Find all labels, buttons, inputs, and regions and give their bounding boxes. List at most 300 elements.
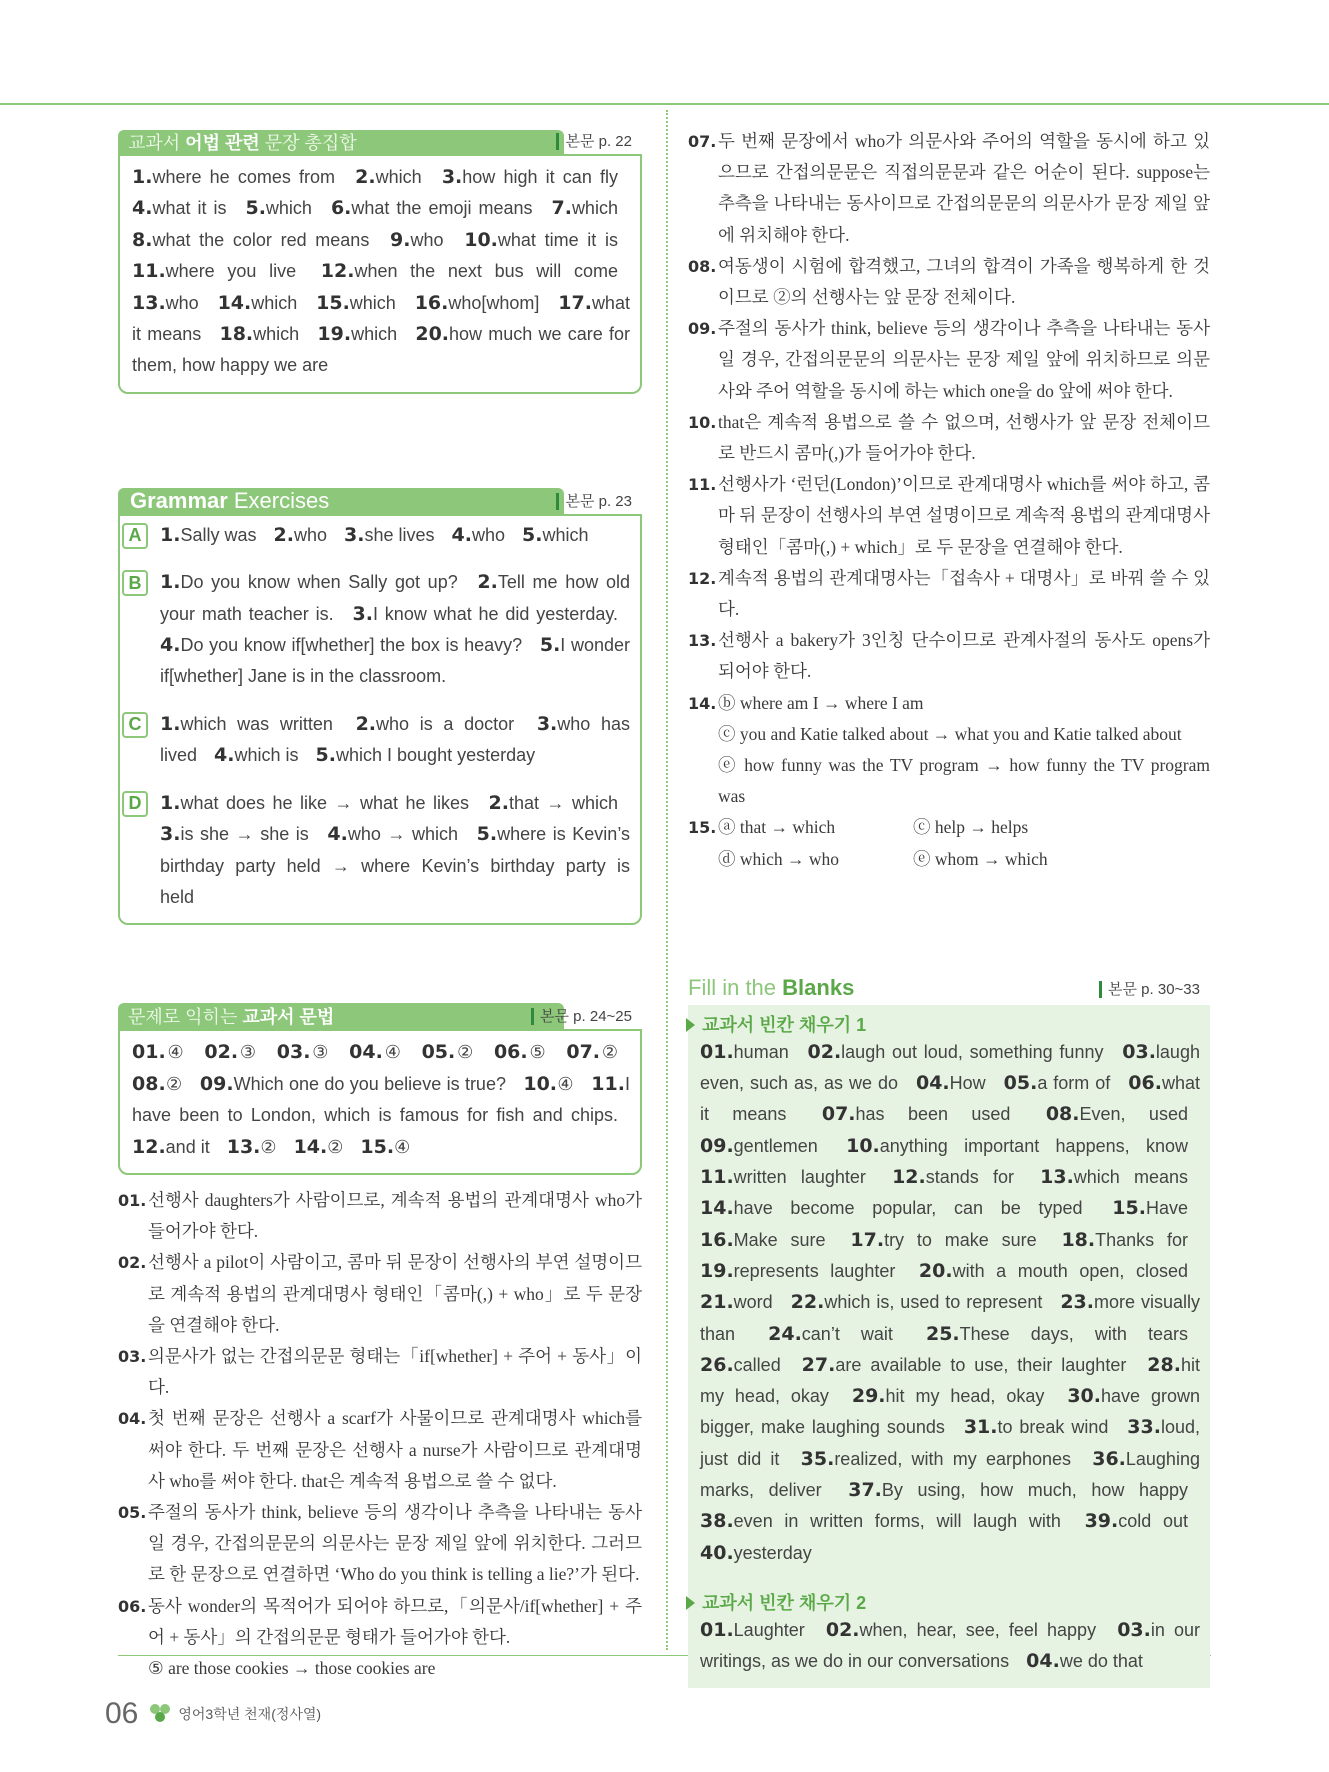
answer-number: 2. (355, 166, 376, 188)
explanation-text: ⓔ how funny was the TV program → how funny the TV program was (718, 755, 1210, 807)
answer-text: stands for (925, 1167, 1014, 1188)
answer-item (316, 745, 536, 765)
explanation-text: ⓔ whom → which (913, 848, 1048, 869)
answer-item (822, 1104, 1011, 1124)
answer-number: 02. (807, 1040, 842, 1063)
answer-number: 4. (160, 634, 181, 657)
answer-text: who (471, 524, 505, 545)
answer-number: 12. (132, 1135, 166, 1158)
explanation-number: 11. (688, 475, 717, 495)
answer-item (1026, 1651, 1143, 1671)
explanation-text: 계속적 용법의 관계대명사는「접속사 + 대명사」로 바꿔 쓸 수 있다. (718, 567, 1210, 620)
answer-text: that → which (508, 792, 618, 813)
answer-item (494, 1042, 548, 1062)
answer-item (390, 230, 443, 250)
answer-item (768, 1324, 893, 1344)
answer-text: who[whom] (448, 292, 540, 313)
answer-item (349, 1042, 403, 1062)
answer-item (826, 1620, 1096, 1640)
exercise-section-a (128, 520, 630, 551)
explanation-number: 06. (118, 1596, 147, 1616)
answer-text: Have (1145, 1198, 1188, 1219)
answer-item (331, 198, 533, 218)
answer-text: ④ (382, 1042, 403, 1063)
answer-number: 11. (700, 1166, 734, 1189)
answer-text: called (733, 1354, 781, 1375)
answer-item (566, 1042, 618, 1062)
explanation-subtext: ⑤ are those cookies → those cookies are (148, 1657, 436, 1678)
answer-number: 02. (204, 1041, 239, 1064)
answer-item (522, 525, 588, 545)
explanation-item (688, 563, 1210, 625)
answer-item (218, 293, 298, 313)
textbook-grammar-answers (118, 1029, 642, 1175)
answer-item (160, 824, 309, 844)
answer-number: 3. (536, 712, 558, 735)
answer-text: human (733, 1041, 789, 1062)
page-number: 06 (105, 1697, 139, 1730)
answer-text: we do that (1059, 1651, 1143, 1672)
answer-item (355, 167, 421, 187)
answer-item (132, 1074, 183, 1094)
answer-number: 4. (132, 197, 153, 220)
explanation-text: ⓐ that → which (718, 817, 836, 838)
answer-number: 8. (132, 228, 153, 251)
answer-text: Do you know when Sally got up? (180, 572, 458, 593)
answer-item (964, 1417, 1109, 1437)
answer-item (700, 1620, 805, 1640)
answer-number: 5. (476, 823, 498, 846)
grammar-summary-answers (118, 154, 642, 394)
answer-number: 16. (700, 1228, 734, 1251)
answer-text: represents laughter (733, 1260, 896, 1281)
fill-blanks-part2-answers (700, 1615, 1200, 1678)
answer-text: I have been to London, which is famous for fish and chips. (132, 1073, 630, 1126)
page-footer (105, 1697, 321, 1731)
explanation-item (118, 1185, 642, 1247)
explanation-text: ⓑ where am I → where I am (718, 692, 924, 713)
answer-number: 15. (1112, 1197, 1146, 1220)
explanation-item (688, 625, 1210, 687)
answer-text: which (375, 167, 422, 187)
answer-text: where you live (165, 261, 297, 282)
answer-text: gentlemen (733, 1135, 818, 1156)
answer-text: which (351, 324, 398, 345)
answer-item (808, 1042, 1104, 1062)
answer-item (160, 714, 333, 734)
fill-blanks-title (688, 975, 1210, 1005)
answer-number: 3. (160, 823, 181, 846)
answer-number: 05. (1003, 1072, 1038, 1095)
answer-item (551, 198, 617, 218)
answer-number: 11. (591, 1072, 625, 1095)
answer-item (227, 1137, 277, 1157)
answer-text: cold out (1118, 1511, 1188, 1532)
explanation-text: 여동생이 시험에 합격했고, 그녀의 합격이 가족을 행복하게 한 것이므로 ②의 선행사는 앞 문장 전체이다. (718, 255, 1210, 308)
answer-number: 3. (344, 523, 365, 546)
answer-number: 37. (848, 1479, 882, 1502)
exercise-section-b (128, 567, 630, 693)
answer-text: Make sure (733, 1229, 826, 1250)
answer-text: even in written forms, will laugh with (733, 1511, 1061, 1532)
answer-text: which was written (180, 713, 333, 734)
book-title: 영어3학년 천재(정사열) (178, 1706, 322, 1722)
answer-number: 14. (217, 291, 252, 314)
explanation-item (118, 1497, 642, 1591)
answer-number: 40. (700, 1541, 734, 1564)
answer-text: ⑤ (527, 1042, 548, 1063)
answer-text: Do you know if[whether] the box is heavy? (180, 635, 523, 656)
answer-text: which (349, 292, 396, 313)
answer-text: what time it is (497, 229, 618, 250)
answer-text: who → which (347, 824, 459, 845)
answer-item (700, 1198, 1083, 1218)
answer-text: who (293, 524, 327, 545)
answer-text: By using, how much, how happy (881, 1480, 1188, 1501)
answer-number: 07. (821, 1103, 856, 1126)
answer-item (422, 1042, 476, 1062)
answer-item (415, 293, 540, 313)
answer-text: where he comes from (152, 167, 335, 187)
fill-blanks-body (688, 1005, 1210, 1688)
answer-number: 12. (892, 1166, 926, 1189)
answer-number: 03. (1122, 1040, 1156, 1063)
explanation-number: 14. (688, 693, 717, 713)
answer-item (700, 1292, 773, 1312)
answer-number: 19. (317, 323, 352, 346)
answer-text: are available to use, their laughter (835, 1354, 1127, 1375)
answer-item (700, 1355, 781, 1375)
answer-number: 30. (1067, 1385, 1101, 1408)
answer-number: 10. (464, 228, 498, 251)
explanation-text: that은 계속적 용법으로 쓸 수 없으며, 선행사가 앞 문장 전체이므로 반드시 콤마(,)가 들어가야 한다. (718, 411, 1210, 464)
answer-number: 01. (700, 1618, 734, 1641)
answer-text: How (949, 1073, 986, 1094)
explanation-number: 03. (118, 1346, 147, 1366)
answer-number: 6. (330, 197, 352, 220)
grammar-exercises-header (118, 488, 564, 514)
answer-number: 38. (700, 1510, 734, 1533)
answer-text: laugh out loud, something funny (841, 1041, 1104, 1062)
answer-number: 4. (327, 823, 348, 846)
answer-number: 23. (1060, 1291, 1094, 1314)
header-text: 문장 총집합 (264, 133, 357, 153)
answer-item (132, 261, 296, 281)
explanation-text: 동사 wonder의 목적어가 되어야 하므로,「의문사/if[whether] + 주어 + 동사」의 간접의문문 형태가 들어가야 한다. (148, 1595, 642, 1647)
answer-item (1061, 1230, 1188, 1250)
header-text-bold: 어법 관련 (185, 133, 260, 153)
answer-text: with a mouth open, closed (952, 1260, 1188, 1281)
explanation-number: 12. (688, 568, 717, 588)
explanation-item (118, 1403, 642, 1497)
answer-number: 01. (700, 1040, 734, 1063)
header-text: Exercises (233, 487, 330, 513)
answer-item (846, 1136, 1188, 1156)
answer-item (356, 714, 515, 734)
answer-number: 9. (390, 228, 411, 251)
answer-item (919, 1261, 1188, 1281)
explanation-text: 첫 번째 문장은 선행사 a scarf가 사물이므로 관계대명사 which를 써야 한다. 두 번째 문장은 선행사 a nurse가 사람이므로 관계대명사 who를 써야 한다. that은 계속적 용법으로 쓸 수 없다. (148, 1408, 642, 1491)
answer-text: which (251, 292, 298, 313)
answer-item (452, 525, 505, 545)
answer-number: 7. (551, 197, 572, 220)
answer-text: ③ (238, 1042, 258, 1063)
answer-item (464, 230, 618, 250)
answer-item (850, 1230, 1036, 1250)
answer-number: 4. (214, 744, 235, 767)
answer-text: what the emoji means (351, 198, 533, 219)
explanation-text: 선행사가 ‘런던(London)’이므로 관계대명사 which를 써야 하고, 콤마 뒤 문장이 선행사의 부연 설명이므로 계속적 용법의 관계대명사 형태인「콤마(,) + which」로 두 문장을 연결해야 한다. (718, 474, 1210, 557)
explanation-text: ⓒ you and Katie talked about → what you and Katie talked about (718, 723, 1182, 744)
answer-item (1040, 1167, 1188, 1187)
answer-text: Tell me how old your math teacher is. (160, 572, 630, 624)
answer-text: loud, just did it (700, 1417, 1200, 1469)
fill-blanks-part1-title: 교과서 빈칸 채우기 1 (700, 1013, 1200, 1037)
answer-text: ④ (165, 1042, 186, 1063)
answer-number: 16. (414, 291, 449, 314)
explanation-text: 두 번째 문장에서 who가 의문사와 주어의 역할을 동시에 하고 있으므로 간접의문문은 직접의문문과 같은 어순이 된다. suppose는 추측을 나타내는 동사이므로 간접의문문의 의문사가 문장 제일 앞에 위치해야 한다. (718, 131, 1210, 245)
answer-text: what it is (152, 198, 227, 219)
answer-number: 27. (801, 1353, 836, 1376)
explanation-item (118, 1247, 642, 1341)
answer-item (204, 1042, 258, 1062)
answer-number: 20. (918, 1259, 953, 1282)
answer-text: has been used (855, 1104, 1011, 1125)
answer-item (791, 1292, 1043, 1312)
answer-item (200, 1074, 506, 1094)
explanation-text: ⓒ help → helps (913, 817, 1029, 838)
section-letter-badge: C (122, 712, 148, 738)
title-text: Fill in the (688, 974, 777, 1000)
answer-number: 14. (293, 1135, 328, 1158)
answer-item (132, 1042, 186, 1062)
explanation-number: 08. (688, 256, 717, 276)
explanation-number: 13. (688, 631, 717, 651)
answer-item (700, 1261, 895, 1281)
answer-item (700, 1543, 812, 1563)
answer-text: which (542, 524, 589, 545)
answer-number: 1. (132, 166, 153, 188)
answer-text: Which one do you believe is true? (233, 1073, 506, 1094)
section-letter-badge: B (122, 570, 148, 596)
answer-text: I know what he did yesterday. (372, 603, 618, 624)
grammar-summary-box (118, 130, 642, 394)
answer-number: 21. (700, 1291, 734, 1314)
answer-number: 2. (273, 523, 294, 546)
answer-text: have grown bigger, make laughing sounds (700, 1386, 1200, 1438)
answer-item (219, 324, 299, 344)
answer-number: 36. (1092, 1447, 1126, 1470)
answer-item (700, 1136, 818, 1156)
explanation-number: 01. (118, 1190, 147, 1210)
answer-text: which is (234, 745, 299, 766)
answer-item (1085, 1511, 1188, 1531)
answer-number: 1. (160, 523, 181, 546)
answer-number: 15. (360, 1135, 395, 1158)
answer-number: 2. (488, 791, 509, 814)
answer-text: try to make sure (884, 1229, 1037, 1250)
answer-number: 20. (415, 323, 450, 346)
answer-item (916, 1073, 986, 1093)
answer-text: Laughing marks, deliver (700, 1448, 1200, 1501)
explanation-text: 의문사가 없는 간접의문문 형태는「if[whether] + 주어 + 동사」이다. (148, 1345, 642, 1398)
explanation-number: 10. (688, 412, 717, 432)
textbook-grammar-box (118, 1003, 642, 1175)
answer-item (442, 167, 618, 187)
explanation-text: ⓓ which → who (718, 848, 840, 869)
exercise-section-d (128, 788, 630, 914)
answer-text: who (165, 292, 199, 313)
answer-text: how high it can fly (462, 167, 618, 187)
answer-item (926, 1324, 1188, 1344)
explanation-number: 07. (688, 132, 717, 151)
answer-item (848, 1480, 1188, 1500)
answer-text: ④ (394, 1136, 411, 1157)
answer-text: ② (260, 1136, 277, 1157)
answer-text: when, hear, see, feel happy (859, 1619, 1097, 1640)
explanation-text: 선행사 a bakery가 3인칭 단수이므로 관계사절의 동사도 opens가 되어야 한다. (718, 630, 1210, 682)
answer-number: 05. (421, 1041, 456, 1064)
answer-number: 04. (1026, 1650, 1060, 1673)
grammar-exercises-answers (118, 514, 642, 925)
grammar-summary-header (118, 130, 564, 154)
header-text: 문제로 익히는 (128, 1007, 238, 1028)
column-divider (666, 110, 668, 1650)
answer-text: who has lived (160, 713, 630, 766)
answer-text: what does he like → what he likes (180, 792, 470, 813)
answer-text: who (410, 229, 444, 250)
answer-text: to break wind (997, 1417, 1109, 1438)
answer-number: 04. (349, 1041, 383, 1064)
answer-text: which (571, 198, 618, 219)
answer-item (892, 1167, 1014, 1187)
fill-blanks-part1-answers (700, 1037, 1200, 1569)
answer-item (160, 635, 522, 655)
answer-number: 03. (1117, 1618, 1151, 1641)
explanation-text: 선행사 daughters가 사람이므로, 계속적 용법의 관계대명사 who가 들어가야 한다. (148, 1189, 642, 1242)
page-reference: 본문 p. 24~25 (531, 1008, 632, 1025)
title-text-bold: Blanks (782, 974, 855, 1000)
answer-number: 09. (700, 1134, 734, 1157)
answer-number: 5. (539, 634, 561, 657)
answer-text: hit my head, okay (700, 1354, 1200, 1407)
answer-number: 06. (493, 1041, 528, 1064)
answer-number: 13. (1040, 1166, 1074, 1189)
answer-item (801, 1449, 1071, 1469)
answer-text: is she → she is (180, 824, 309, 845)
explanation-number: 05. (118, 1502, 147, 1522)
answer-number: 24. (768, 1322, 802, 1345)
answer-item (700, 1042, 789, 1062)
answer-text: have become popular, can be typed (733, 1198, 1083, 1219)
answer-item (132, 167, 335, 187)
answer-text: what the color red means (152, 229, 370, 250)
left-explanations (118, 1185, 642, 1684)
answer-text: which (253, 324, 300, 345)
page-reference: 본문 p. 23 (556, 493, 632, 510)
explanation-text: 선행사 a pilot이 사람이고, 콤마 뒤 문장이 선행사의 부연 설명이므로 계속적 용법의 관계대명사 형태인「콤마(,) + who」로 두 문장을 연결해야 한다. (148, 1252, 642, 1335)
answer-text: These days, with tears (959, 1323, 1188, 1344)
answer-text: which is, used to represent (824, 1292, 1043, 1313)
answer-text: how much we care for them, how happy we are (132, 324, 630, 376)
section-letter-badge: D (122, 791, 148, 817)
exercise-section-c (128, 709, 630, 772)
answer-text: I wonder if[whether] Jane is in the classroom. (160, 635, 630, 687)
page-reference: 본문 p. 30~33 (1099, 981, 1200, 998)
answer-number: 3. (352, 602, 373, 625)
answer-item (489, 793, 618, 813)
answer-number: 22. (790, 1291, 825, 1314)
answer-text: Thanks for (1095, 1229, 1188, 1250)
answer-number: 03. (276, 1041, 311, 1064)
answer-text: which (265, 198, 312, 219)
answer-item (327, 824, 458, 844)
answer-number: 08. (1045, 1103, 1080, 1126)
answer-number: 5. (522, 523, 543, 546)
section-letter-badge: A (122, 523, 148, 549)
answer-text: and it (165, 1136, 210, 1157)
answer-text: hit my head, okay (885, 1386, 1045, 1407)
answer-number: 39. (1084, 1510, 1119, 1533)
answer-item (160, 525, 256, 545)
answer-number: 2. (355, 712, 377, 735)
answer-text: Even, used (1079, 1104, 1188, 1125)
explanation-number: 09. (688, 319, 717, 339)
answer-item (274, 525, 327, 545)
clover-icon (148, 1701, 172, 1727)
answer-item (360, 1137, 410, 1157)
answer-item (317, 324, 397, 344)
answer-number: 26. (700, 1353, 734, 1376)
answer-number: 3. (441, 166, 463, 188)
answer-number: 18. (219, 323, 254, 346)
answer-number: 01. (132, 1041, 166, 1064)
header-text: 교과서 (128, 133, 181, 153)
header-text-bold: 교과서 문법 (242, 1007, 335, 1028)
answer-item (344, 525, 434, 545)
answer-item (294, 1137, 344, 1157)
header-text-bold: Grammar (130, 487, 228, 513)
answer-number: 33. (1127, 1416, 1161, 1439)
answer-text: what it means (700, 1073, 1200, 1125)
answer-number: 4. (451, 523, 472, 546)
right-column (688, 126, 1210, 1688)
explanation-number: 02. (118, 1253, 147, 1273)
answer-item (353, 604, 619, 624)
answer-number: 18. (1061, 1228, 1096, 1251)
answer-number: 06. (1128, 1072, 1162, 1095)
left-column (118, 130, 642, 1684)
answer-number: 17. (558, 291, 592, 314)
answer-item (245, 198, 311, 218)
answer-number: 31. (963, 1416, 998, 1439)
answer-text: when the next bus will come (354, 261, 618, 282)
answer-number: 1. (160, 712, 181, 735)
answer-item (132, 230, 369, 250)
answer-item (321, 261, 618, 281)
answer-number: 29. (851, 1385, 886, 1408)
explanation-15 (688, 812, 1210, 874)
explanation-text: 주절의 동사가 think, believe 등의 생각이나 추측을 나타내는 동사일 경우, 간접의문문의 의문사는 문장 제일 앞에 위치한다. 그러므로 한 문장으로 연결하면 ‘Who do you think is telling a lie?’가 된다. (148, 1501, 642, 1585)
answer-number: 04. (915, 1072, 950, 1095)
answer-text: ② (600, 1042, 619, 1063)
answer-text: she lives (364, 524, 435, 545)
page-reference: 본문 p. 22 (556, 133, 632, 150)
fill-blanks-box (688, 975, 1210, 1688)
answer-text: ② (455, 1042, 476, 1063)
answer-number: 11. (132, 260, 166, 283)
answer-text: where is Kevin’s birthday party held → where Kevin’s birthday party is held (160, 824, 630, 907)
